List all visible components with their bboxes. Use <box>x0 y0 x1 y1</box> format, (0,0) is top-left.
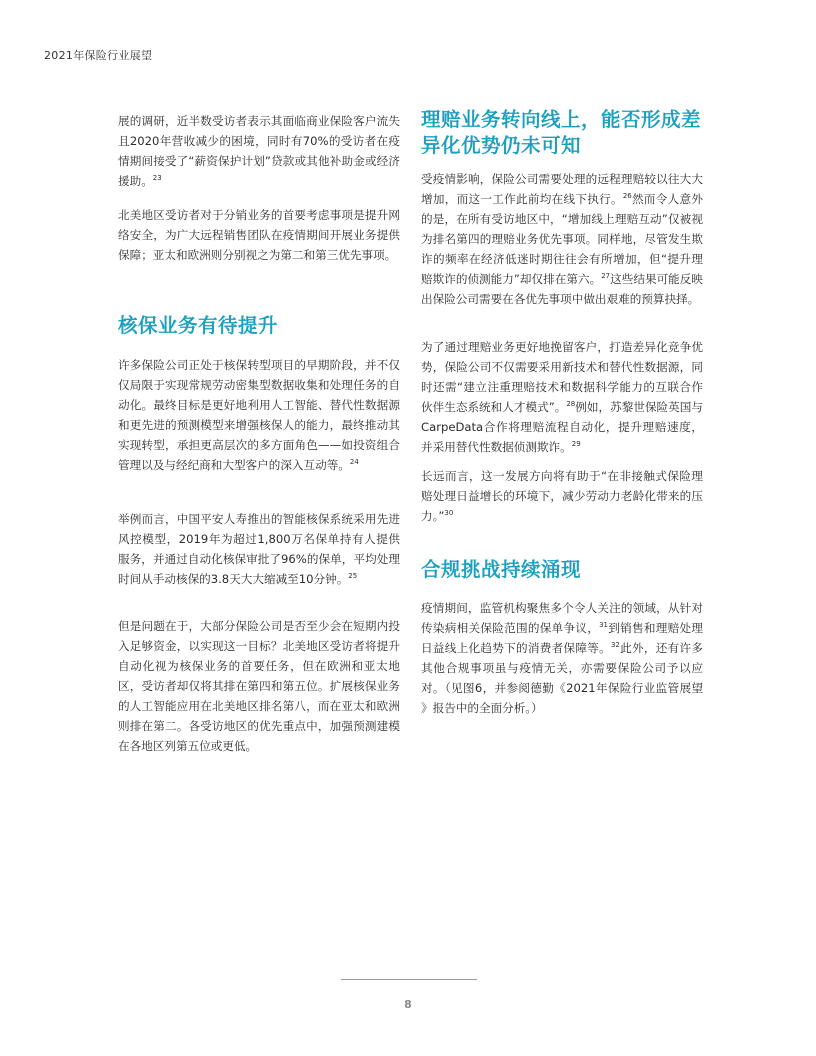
section-heading-underwriting: 核保业务有待提升 <box>118 314 279 337</box>
section-heading-compliance: 合规挑战持续涌现 <box>421 558 582 581</box>
running-header: 2021年保险行业展望 <box>44 49 153 62</box>
footnote-ref[interactable]: 28 <box>566 400 576 409</box>
left-paragraph-3: 许多保险公司正处于核保转型项目的早期阶段，并不仅仅局限于实现常规劳动密集型数据收集和处理任务的自动化。最终目标是更好地利用人工智能、替代性数据源和更先进的预测模型来增强核保人的能力，最终推动其实现转型，承担更高层次的多方面角色——如投资组合管理以及与经纪商和大型客户的深入互动等。$^{24}$ <box>118 358 400 472</box>
right-paragraph-4: 疫情期间，监管机构聚焦多个令人关注的领域，从针对传染病相关保险范围的保单争议，$^{31}$到销售和理赔处理日益线上化趋势下的消费者保障等。$^{32}$此外，还有许多其他合规事项虽与疫情无关，亦需要保险公司予以应对。（见图6，并参阅德勤《2021年保险行业监管展望 》报告中的全面分析。） <box>421 601 703 715</box>
right-paragraph-3: 长远而言，这一发展方向将有助于“在非接触式保险理赔处理日益增长的环境下，减少劳动力老龄化带来的压力。”$^{30}$ <box>421 469 703 523</box>
right-paragraph-2: 为了通过理赔业务更好地挽留客户，打造差异化竞争优势，保险公司不仅需要采用新技术和替代性数据源，同时还需“建立注重理赔技术和数据科学能力的互联合作伙伴生态系统和人才模式”。$^{28}$例如，苏黎世保险英国与CarpeData合作将理赔流程自动化，提升理赔速度，并采用替代性数据侦测欺诈。$^{29}$ <box>421 340 703 454</box>
left-paragraph-4: 举例而言，中国平安人寿推出的智能核保系统采用先进风控模型，2019年为超过1,800万名保单持有人提供服务，并通过自动化核保审批了96%的保单，平均处理时间从手动核保的3.8天大大缩减至10分钟。$^{25}$ <box>118 512 400 586</box>
footer-divider <box>341 979 477 980</box>
right-paragraph-1: 受疫情影响，保险公司需要处理的远程理赔较以往大大增加，而这一工作此前均在线下执行。$^{26}$然而令人意外的是，在所有受访地区中，“增加线上理赔互动”仅被视为排名第四的理赔业务优先事项。同样地，尽管发生欺诈的频率在经济低迷时期往往会有所增加，但“提升理赔欺诈的侦测能力”却仅排在第六。$^{27}$这些结果可能反映出保险公司需要在各优先事项中做出艰难的预算抉择。 <box>421 172 703 306</box>
page-number: 8 <box>404 998 412 1011</box>
footnote-ref[interactable]: 26 <box>622 192 632 201</box>
left-paragraph-1: 展的调研，近半数受访者表示其面临商业保险客户流失且2020年营收减少的困境，同时有70%的受访者在疫情期间接受了“薪资保护计划”贷款或其他补助金或经济援助。$^{23}$ <box>118 114 400 188</box>
footnote-ref[interactable]: 24 <box>349 458 359 467</box>
footnote-ref[interactable]: 31 <box>599 621 608 630</box>
section-heading-claims: 理赔业务转向线上，能否形成差异化优势仍未可知 <box>421 108 702 157</box>
footnote-ref[interactable]: 25 <box>348 572 358 581</box>
footnote-ref[interactable]: 27 <box>601 272 611 281</box>
left-paragraph-5: 但是问题在于，大部分保险公司是否至少会在短期内投入足够资金，以实现这一目标？北美地区受访者将提升自动化视为核保业务的首要任务，但在欧洲和亚太地区，受访者却仅将其排在第四和第五位。扩展核保业务的人工智能应用在北美地区排名第八，而在亚太和欧洲则排在第二。各受访地区的优先重点中，加强预测建模在各地区列第五位或更低。 <box>118 619 400 753</box>
footnote-ref[interactable]: 29 <box>571 440 581 449</box>
footnote-ref[interactable]: 30 <box>444 509 454 518</box>
footnote-ref[interactable]: 32 <box>610 641 620 650</box>
footnote-ref[interactable]: 23 <box>152 174 162 183</box>
left-paragraph-2: 北美地区受访者对于分销业务的首要考虑事项是提升网络安全，为广大远程销售团队在疫情期间开展业务提供保障；亚太和欧洲则分别视之为第二和第三优先事项。 <box>118 208 400 262</box>
